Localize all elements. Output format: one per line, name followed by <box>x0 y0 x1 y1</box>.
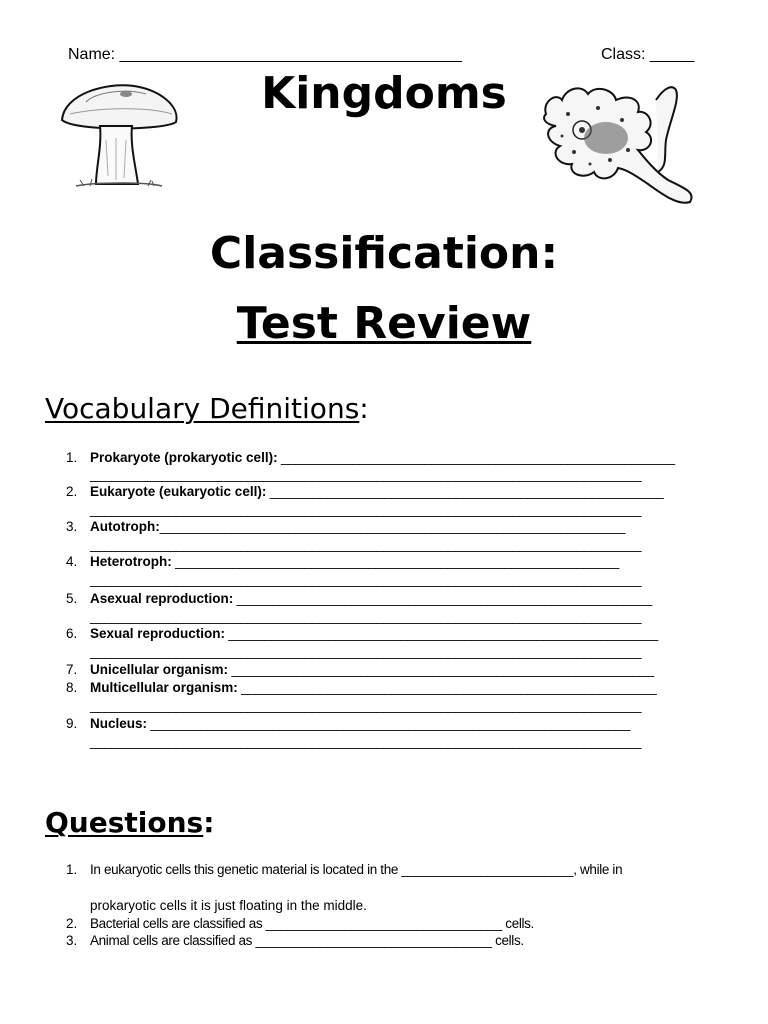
vocab-blank[interactable]: ____________________________________________________________ <box>225 626 658 641</box>
vocab-term: Prokaryote (prokaryotic cell): <box>90 450 278 465</box>
class-label: Class: <box>601 46 646 63</box>
vocab-term: Multicellular organism: <box>90 680 238 695</box>
vocab-heading <box>45 392 369 425</box>
question-num: 2. <box>66 916 78 931</box>
vocab-item-7 <box>66 662 654 677</box>
vocab-num: 8. <box>66 680 78 695</box>
vocab-blank-cont-5[interactable]: _____________________________________________________________________________ <box>90 609 642 624</box>
vocab-num: 6. <box>66 626 78 641</box>
vocab-item-6 <box>66 626 658 641</box>
vocab-blank[interactable]: __________________________________________________________ <box>233 591 652 606</box>
vocab-blank-cont-2[interactable]: _____________________________________________________________________________ <box>90 502 642 517</box>
title-classification: Classification: <box>209 228 559 279</box>
vocab-blank[interactable]: ___________________________________________________________ <box>228 662 654 677</box>
vocab-blank[interactable]: _______________________________________________________ <box>266 484 664 499</box>
vocab-blank-cont-1[interactable]: _____________________________________________________________________________ <box>90 467 642 482</box>
vocab-blank[interactable]: ___________________________________________________________________ <box>147 716 631 731</box>
vocab-num: 5. <box>66 591 78 606</box>
vocab-blank-cont-6[interactable]: _____________________________________________________________________________ <box>90 644 642 659</box>
vocab-heading-text: Vocabulary Definitions <box>45 392 360 425</box>
questions-heading-text: Questions <box>45 806 204 839</box>
question-text[interactable]: Animal cells are classified as _________________________________ cells. <box>90 933 524 948</box>
vocab-num: 9. <box>66 716 78 731</box>
question-num: 3. <box>66 933 78 948</box>
test-review-text: Test Review <box>236 298 532 349</box>
vocab-heading-colon: : <box>359 392 369 425</box>
class-field[interactable] <box>601 46 694 64</box>
question-1-cont: prokaryotic cells it is just floating in the middle. <box>90 898 367 913</box>
vocab-blank[interactable]: _______________________________________________________ <box>277 450 675 465</box>
vocab-item-1 <box>66 450 675 465</box>
vocab-term: Sexual reproduction: <box>90 626 226 641</box>
vocab-item-5 <box>66 591 652 606</box>
vocab-blank[interactable]: ______________________________________________________________ <box>171 554 619 569</box>
question-item-2 <box>66 916 534 931</box>
vocab-item-2 <box>66 484 663 499</box>
vocab-term: Autotroph: <box>90 519 160 534</box>
vocab-term: Eukaryote (eukaryotic cell): <box>90 484 267 499</box>
question-text[interactable]: Bacterial cells are classified as _________________________________ cells. <box>90 916 534 931</box>
questions-heading <box>45 806 214 839</box>
vocab-term: Heterotroph: <box>90 554 172 569</box>
question-text[interactable]: In eukaryotic cells this genetic material is located in the ________________________, while in <box>90 862 623 877</box>
vocab-term: Unicellular organism: <box>90 662 229 677</box>
vocab-term: Asexual reproduction: <box>90 591 234 606</box>
vocab-num: 3. <box>66 519 78 534</box>
title-test-review <box>0 298 768 349</box>
vocab-blank-cont-8[interactable]: _____________________________________________________________________________ <box>90 698 642 713</box>
vocab-num: 1. <box>66 450 78 465</box>
vocab-blank-cont-4[interactable]: _____________________________________________________________________________ <box>90 572 642 587</box>
question-num: 1. <box>66 862 78 877</box>
vocab-num: 4. <box>66 554 78 569</box>
questions-heading-colon: : <box>203 806 215 839</box>
vocab-blank-cont-9[interactable]: _____________________________________________________________________________ <box>90 734 642 749</box>
vocab-num: 2. <box>66 484 78 499</box>
question-item-3 <box>66 933 524 948</box>
vocab-blank[interactable]: __________________________________________________________ <box>237 680 657 695</box>
vocab-item-3 <box>66 519 625 534</box>
vocab-blank[interactable]: _________________________________________________________________ <box>159 519 626 534</box>
vocab-term: Nucleus: <box>90 716 148 731</box>
vocab-num: 7. <box>66 662 78 677</box>
question-item-1 <box>66 862 622 877</box>
title-kingdoms: Kingdoms <box>261 68 507 119</box>
vocab-item-8 <box>66 680 656 695</box>
class-blank[interactable]: _____ <box>649 46 695 63</box>
name-field[interactable] <box>68 46 462 64</box>
vocab-item-9 <box>66 716 630 731</box>
name-blank[interactable]: ________________________________________ <box>119 46 462 63</box>
name-label: Name: <box>68 46 116 63</box>
vocab-blank-cont-3[interactable]: _____________________________________________________________________________ <box>90 537 642 552</box>
vocab-item-4 <box>66 554 619 569</box>
